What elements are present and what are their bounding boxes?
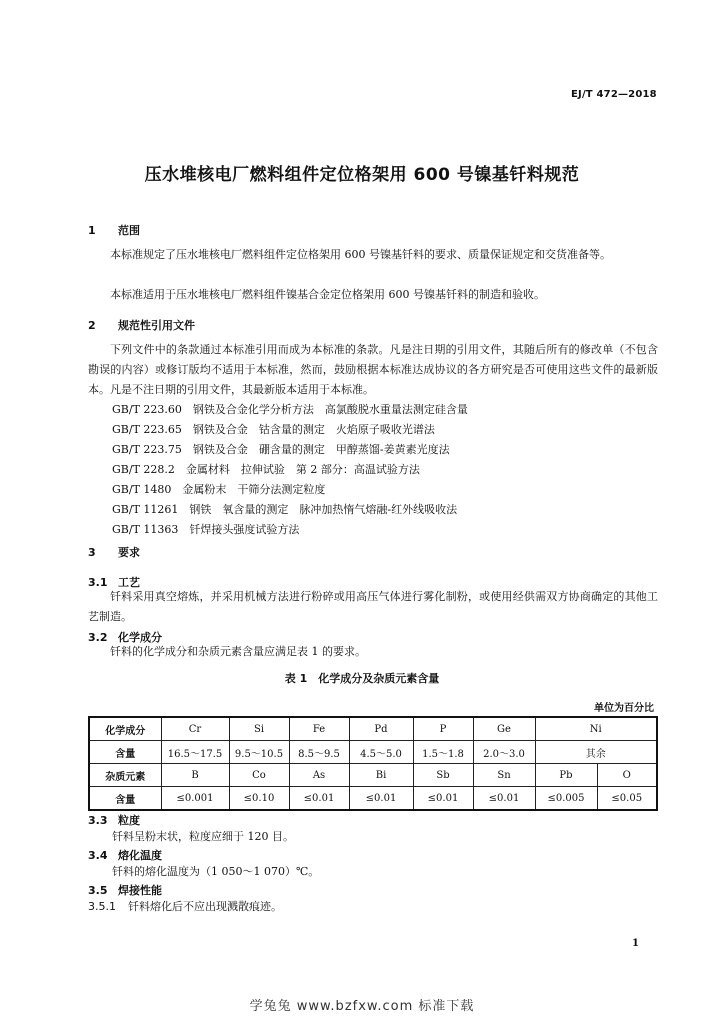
table-cell: P xyxy=(413,717,473,741)
table-cell: ≤0.005 xyxy=(535,787,597,811)
table-cell: ≤0.10 xyxy=(229,787,289,811)
section-1-heading xyxy=(88,222,140,238)
section-number: 3.5.1 xyxy=(88,900,116,913)
section-title: 熔化温度 xyxy=(118,849,162,862)
section-number: 2 xyxy=(88,319,96,332)
table-unit-note: 单位为百分比 xyxy=(594,703,654,714)
table-cell: Fe xyxy=(289,717,349,741)
reference-item: GB/T 223.75 钢铁及合金 硼含量的测定 甲醇蒸馏-姜黄素光度法 xyxy=(112,443,450,456)
table-cell: ≤0.001 xyxy=(161,787,229,811)
table-cell: 1.5～1.8 xyxy=(413,741,473,764)
reference-item: GB/T 11363 钎焊接头强度试验方法 xyxy=(112,523,300,536)
chemical-composition-table xyxy=(88,716,658,811)
table-cell: Ni xyxy=(535,717,657,741)
table-caption: 表 1 化学成分及杂质元素含量 xyxy=(284,672,440,685)
document-title: 压水堆核电厂燃料组件定位格架用 600 号镍基钎料规范 xyxy=(144,165,580,185)
table-cell: 2.0～3.0 xyxy=(473,741,535,764)
table-cell: Pb xyxy=(535,764,597,787)
table-cell: As xyxy=(289,764,349,787)
table-cell: Cr xyxy=(161,717,229,741)
table-cell: Si xyxy=(229,717,289,741)
table-cell: 含量 xyxy=(89,741,161,764)
table-cell: ≤0.05 xyxy=(597,787,657,811)
table-cell: 8.5～9.5 xyxy=(289,741,349,764)
section-title: 焊接性能 xyxy=(118,884,162,897)
reference-item: GB/T 223.60 钢铁及合金化学分析方法 高氯酸脱水重量法测定硅含量 xyxy=(112,403,468,416)
section-text: 钎料熔化后不应出现溅散痕迹。 xyxy=(128,900,282,913)
section-title: 化学成分 xyxy=(118,631,162,644)
section-3-4-heading xyxy=(88,847,162,863)
section-title: 规范性引用文件 xyxy=(118,319,195,332)
table-cell: 含量 xyxy=(89,787,161,811)
table-cell: 4.5～5.0 xyxy=(349,741,413,764)
section-number: 3.5 xyxy=(88,884,108,897)
table-cell: 化学成分 xyxy=(89,717,161,741)
table-cell: Co xyxy=(229,764,289,787)
table-cell: ≤0.01 xyxy=(413,787,473,811)
table-cell: Pd xyxy=(349,717,413,741)
reference-item: GB/T 228.2 金属材料 拉伸试验 第 2 部分：高温试验方法 xyxy=(112,463,420,476)
table-cell: Sn xyxy=(473,764,535,787)
section-3-5-1-line xyxy=(88,898,282,914)
footer-watermark: 学兔兔 www.bzfxw.com 标准下载 xyxy=(249,999,475,1014)
section-number: 1 xyxy=(88,224,96,237)
section-number: 3.4 xyxy=(88,849,108,862)
table-row xyxy=(89,741,657,764)
section-3-3-heading xyxy=(88,812,140,828)
table-row xyxy=(89,764,657,787)
section-title: 要求 xyxy=(118,546,140,559)
section-title: 范围 xyxy=(118,224,140,237)
section-3-2-paragraph: 钎料的化学成分和杂质元素含量应满足表 1 的要求。 xyxy=(110,645,366,658)
section-number: 3.1 xyxy=(88,576,108,589)
reference-item: GB/T 223.65 钢铁及合金 钴含量的测定 火焰原子吸收光谱法 xyxy=(112,423,435,436)
section-3-5-heading xyxy=(88,882,162,898)
section-3-4-paragraph: 钎料的熔化温度为（1 050～1 070）℃。 xyxy=(112,865,320,878)
table-cell: 16.5～17.5 xyxy=(161,741,229,764)
table-cell: ≤0.01 xyxy=(289,787,349,811)
section-number: 3.3 xyxy=(88,814,108,827)
section-2-paragraph: 下列文件中的条款通过本标准引用而成为本标准的条款。凡是注日期的引用文件，其随后所有的修改单（不包含勘误的内容）或修订版均不适用于本标准，然而，鼓励根据本标准达成协议的各方研究是否可使用这些文件的最新版本。凡是不注日期的引用文件，其最新版本适用于本标准。 xyxy=(88,343,658,396)
section-1-paragraph-2: 本标准适用于压水堆核电厂燃料组件镍基合金定位格架用 600 号镍基钎料的制造和验收。 xyxy=(110,288,545,301)
section-number: 3.2 xyxy=(88,631,108,644)
table-cell: ≤0.01 xyxy=(473,787,535,811)
table-cell: B xyxy=(161,764,229,787)
table-cell: 杂质元素 xyxy=(89,764,161,787)
page-number: 1 xyxy=(632,938,639,949)
table-cell: Sb xyxy=(413,764,473,787)
table-row xyxy=(89,717,657,741)
section-2-heading xyxy=(88,317,195,333)
table-cell: Bi xyxy=(349,764,413,787)
document-code: EJ/T 472—2018 xyxy=(571,89,657,100)
table-cell: O xyxy=(597,764,657,787)
section-3-3-paragraph: 钎料呈粉末状，粒度应细于 120 目。 xyxy=(112,830,294,843)
section-3-1-paragraph: 钎料采用真空熔炼，并采用机械方法进行粉碎或用高压气体进行雾化制粉，或使用经供需双方协商确定的其他工艺制造。 xyxy=(88,590,658,623)
table-row xyxy=(89,787,657,811)
reference-item: GB/T 11261 钢铁 氧含量的测定 脉冲加热惰气熔融-红外线吸收法 xyxy=(112,503,458,516)
section-number: 3 xyxy=(88,546,96,559)
section-title: 粒度 xyxy=(118,814,140,827)
table-cell: Ge xyxy=(473,717,535,741)
table-cell: ≤0.01 xyxy=(349,787,413,811)
section-title: 工艺 xyxy=(118,576,140,589)
section-1-paragraph-1: 本标准规定了压水堆核电厂燃料组件定位格架用 600 号镍基钎料的要求、质量保证规定和交货准备等。 xyxy=(110,248,611,261)
table-cell: 其余 xyxy=(535,741,657,764)
section-3-heading xyxy=(88,544,140,560)
reference-item: GB/T 1480 金属粉末 干筛分法测定粒度 xyxy=(112,483,326,496)
table-cell: 9.5～10.5 xyxy=(229,741,289,764)
